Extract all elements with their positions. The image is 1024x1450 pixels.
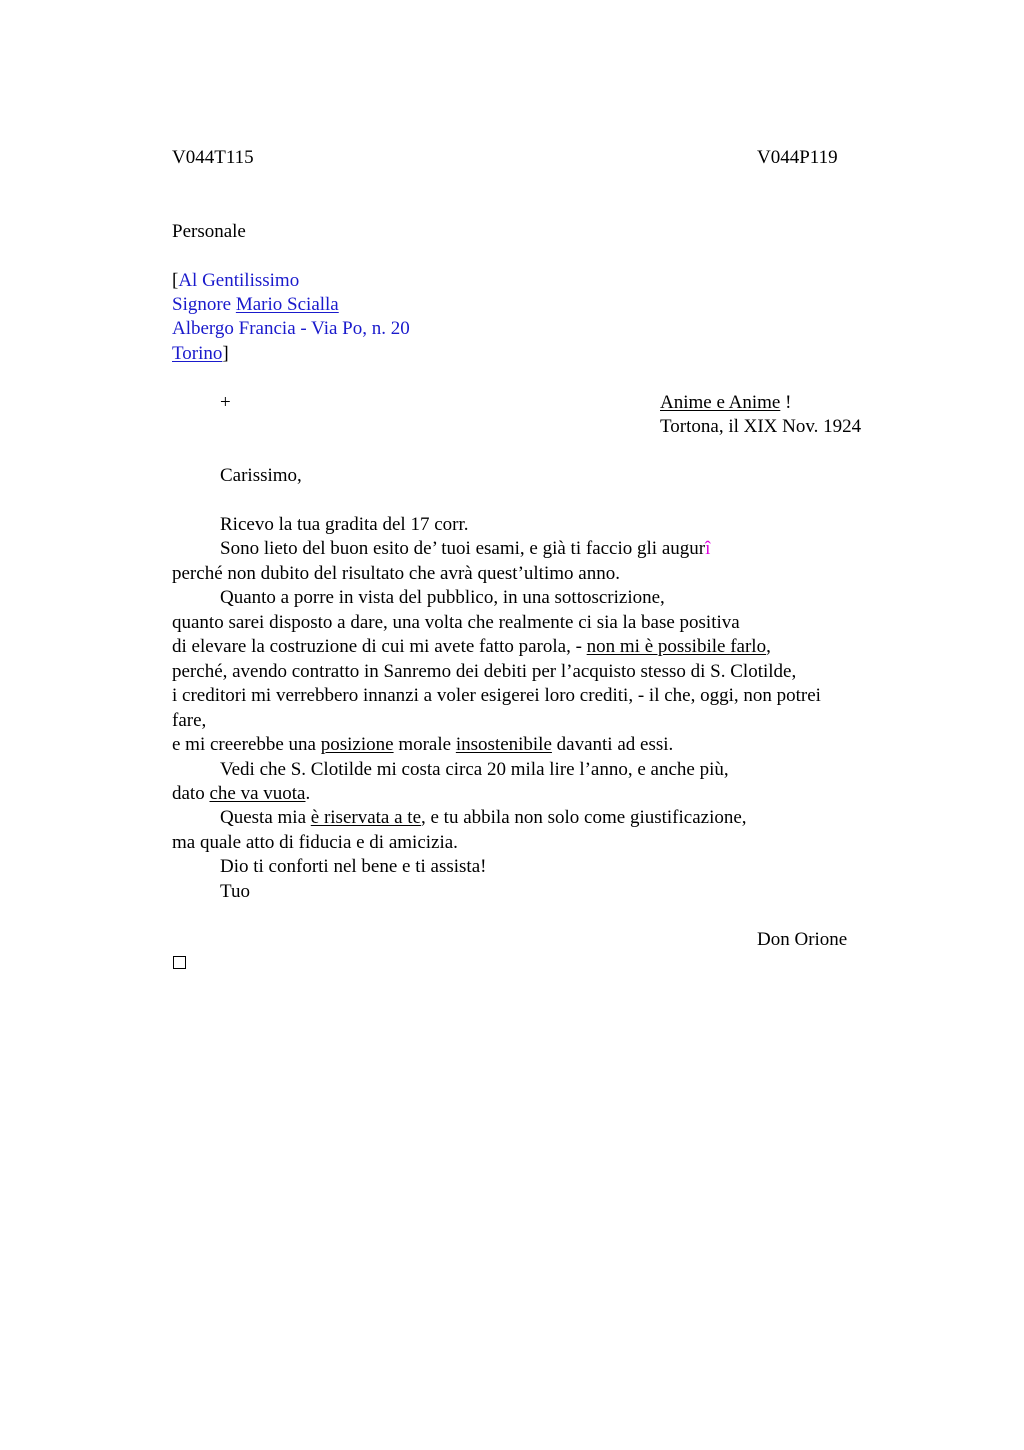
body-line [220, 537, 710, 561]
editorial-mark: î [705, 538, 711, 559]
address-bracket-open: [ [172, 270, 179, 291]
body-underlined: che va vuota [209, 783, 306, 804]
body-line: ma quale atto di fiducia e di amicizia. [172, 832, 458, 853]
place-date: Tortona, il XIX Nov. 1924 [660, 416, 862, 437]
end-square-icon [173, 956, 186, 969]
body-text: morale [393, 734, 456, 755]
signature: Don Orione [757, 929, 848, 950]
body-underlined: posizione [320, 734, 394, 755]
body-text: , [766, 636, 771, 657]
body-line: Tuo [220, 881, 250, 902]
body-text: Questa mia [220, 807, 311, 828]
address-line-1 [172, 269, 299, 293]
body-line: Quanto a porre in vista del pubblico, in una sottoscrizione, [220, 587, 665, 608]
address-line-2 [172, 293, 339, 317]
body-line: Ricevo la tua gradita del 17 corr. [220, 514, 469, 535]
body-text: e mi creerebbe una [172, 734, 321, 755]
body-line [220, 806, 747, 830]
body-line: quanto sarei disposto a dare, una volta che realmente ci sia la base positiva [172, 612, 740, 633]
body-text: . [305, 783, 311, 804]
body-text: davanti ad essi. [551, 734, 674, 755]
body-line [172, 782, 310, 806]
body-underlined: insostenibile [455, 734, 552, 755]
body-underlined: non mi è possibile farlo [586, 636, 767, 657]
address-line-3: Albergo Francia - Via Po, n. 20 [172, 318, 410, 339]
body-text: , e tu abbila non solo come giustificazione, [421, 807, 747, 828]
body-line: perché non dubito del risultato che avrà quest’ultimo anno. [172, 563, 620, 584]
header-right-code: V044P119 [757, 147, 838, 168]
salutation: Carissimo, [220, 465, 302, 486]
body-line [172, 733, 673, 757]
header-left-code: V044T115 [172, 147, 254, 168]
body-line: Dio ti conforti nel bene e ti assista! [220, 856, 487, 877]
body-text: Sono lieto del buon esito de’ tuoi esami, e già ti faccio gli augur [220, 538, 706, 559]
body-text: di elevare la costruzione di cui mi avete fatto parola, - [172, 636, 587, 657]
body-line: Vedi che S. Clotilde mi costa circa 20 mila lire l’anno, e anche più, [220, 759, 729, 780]
body-line [172, 635, 771, 659]
motto-suffix: ! [780, 392, 792, 413]
body-text: dato [172, 783, 210, 804]
personal-label: Personale [172, 221, 246, 242]
address-city: Torino [172, 343, 223, 364]
address-greeting: Al Gentilissimo [178, 270, 300, 291]
address-bracket-close: ] [222, 343, 229, 364]
cross-mark: + [220, 392, 231, 413]
motto [660, 391, 791, 415]
body-line: perché, avendo contratto in Sanremo dei debiti per l’acquisto stesso di S. Clotilde, [172, 661, 797, 682]
motto-text: Anime e Anime [660, 392, 781, 413]
body-underlined: è riservata a te [310, 807, 421, 828]
address-recipient-name: Mario Scialla [235, 294, 339, 315]
address-line-4 [172, 342, 229, 366]
body-line: i creditori mi verrebbero innanzi a voler esigerei loro crediti, - il che, oggi, non potrei [172, 685, 821, 706]
address-title: Signore [172, 294, 236, 315]
body-line: fare, [172, 710, 207, 731]
